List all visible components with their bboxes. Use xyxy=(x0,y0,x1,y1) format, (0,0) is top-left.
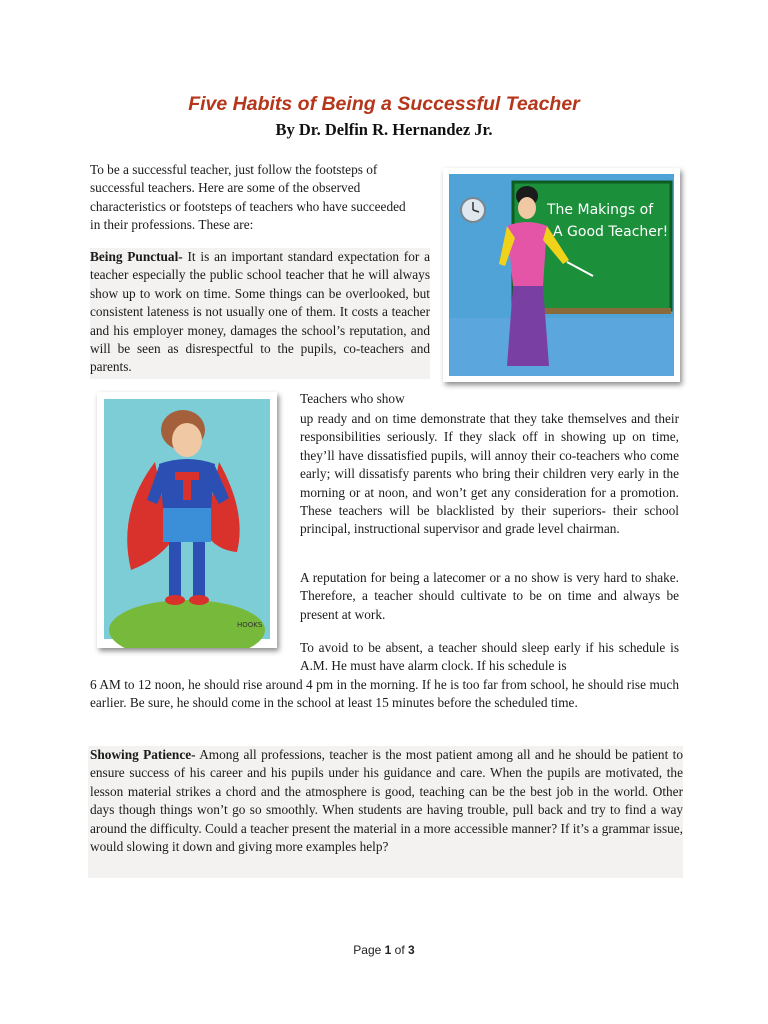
punctual-text: It is an important standard expectation for a teacher especially the public school teacher that he will always show up to work on time. Some things can be overlooked, but consistent lateness is not usually one of them. It costs a teacher and his employer money, damages the school’s reputation, and will be seen as disrespectful to the pupils, co-teachers and parents. xyxy=(90,249,430,375)
intro-paragraph: To be a successful teacher, just follow the footsteps of successful teachers. Here are some of the observed characteristics or footsteps of teachers who have succeeded in their professions. These are: xyxy=(90,162,406,233)
patience-text: Among all professions, teacher is the most patient among all and he should be patient to ensure success of his career and his pupils under his guidance and care. When the pupils are motivated, the lesson material strikes a chord and the atmosphere is good, teaching can be the best job in the world. Other days though things won’t go so smoothly. When students are having trouble, pull back and try to find a way around the difficulty. Could a teacher present the material in a more accessible manner? If it’s a grammar issue, would slowing it down and giving more examples help? xyxy=(90,747,683,855)
page-footer xyxy=(0,943,768,957)
document-title: Five Habits of Being a Successful Teacher xyxy=(188,93,580,115)
reputation-paragraph: A reputation for being a latecomer or a no show is very hard to shake. Therefore, a teacher should cultivate to be on time and always be present at work. xyxy=(300,570,679,622)
punctual-paragraph xyxy=(90,248,430,379)
punctual-heading: Being Punctual- xyxy=(90,249,183,264)
board-line-1: The Makings of xyxy=(547,202,654,218)
of-label: of xyxy=(394,943,405,957)
show-up-first-line: Teachers who show xyxy=(300,391,405,406)
page-total: 3 xyxy=(408,943,415,957)
page-label: Page xyxy=(353,943,382,957)
superhero-teacher-image xyxy=(97,392,277,648)
absent-paragraph-start: To avoid to be absent, a teacher should sleep early if his schedule is A.M. He must have alarm clock. If his schedule is xyxy=(300,640,679,674)
superhero-illustration xyxy=(97,392,277,648)
patience-heading: Showing Patience- xyxy=(90,747,196,762)
page-number: 1 xyxy=(384,943,392,957)
show-up-paragraph: up ready and on time demonstrate that they take themselves and their responsibilities seriously. If they slack off in showing up on time, they’ll have dissatisfied pupils, will annoy their co-teachers who come early; will dissatisfy parents who bring their children very early in the morning or at noon, and won’t get any consideration for a promotion. These teachers will be blacklisted by their superiors- their school principal, instructional supervisor and grade level chairman. xyxy=(300,411,679,537)
author-byline: By Dr. Delfin R. Hernandez Jr. xyxy=(275,120,493,139)
patience-paragraph xyxy=(88,746,683,878)
board-line-2: A Good Teacher! xyxy=(553,224,669,240)
artist-signature: HOOKS xyxy=(237,621,263,629)
teacher-chalkboard-image xyxy=(443,168,680,382)
teacher-illustration xyxy=(443,168,680,382)
absent-paragraph-continued: 6 AM to 12 noon, he should rise around 4 pm in the morning. If he is too far from school, he should rise much earlier. Be sure, he should come in the school at least 15 minutes before the scheduled time. xyxy=(90,677,679,711)
